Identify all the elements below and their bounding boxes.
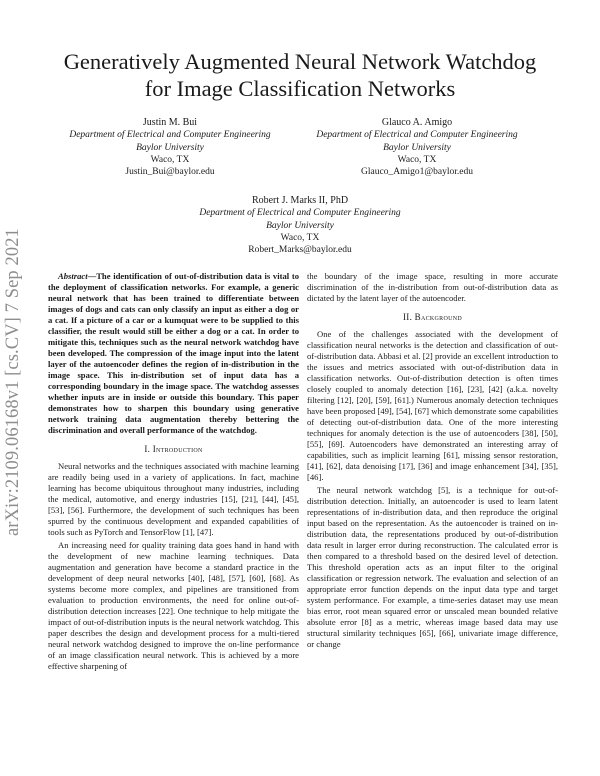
author-location: Waco, TX [150,154,190,165]
background-paragraph-2: The neural network watchdog [5], is a technique for out-of-distribution detection. Initially, an autoencoder is used to learn latent representations of in-distribution data, and then reproduce the original input based on the representation. As the autoencoder is trained on in-distribution data, the representations produced by out-of-distribution data result in larger error during reconstruction. The calculated error is then compared to a threshold based on the desired level of detection. This threshold operation acts as an input filter to the original classification or regression network. The evaluation and selection of an appropriate error function depends on the input data type and target system performance. For example, a time-series dataset may use mean bias error, root mean squared error or unscaled mean bounded relative absolute error [8] as a metric, whereas image based data may use structural similarity techniques [65], [66], univariate image difference, or change [307,485,558,649]
abstract-text: —The identification of out-of-distribution data is vital to the deployment of classification networks. For example, a generic neural network that has been trained to differentiate between images of dogs and cats can only classify an input as either a dog or a cat. If a picture of a car or a kumquat were to be supplied to this classifier, the result would still be either a dog or a cat. In order to mitigate this, techniques such as the neural network watchdog have been developed. The compression of the image input into the latent layer of the autoencoder defines the region of in-distribution in the image space. This in-distribution set of input data has a corresponding boundary in the image space. The watchdog assesses whether inputs are in inside or outside this boundary. This paper demonstrates how to sharpen this boundary using generative network training data augmentation thereby bettering the discrimination and overall performance of the watchdog. [48,271,299,435]
author-email: Justin_Bui@baylor.edu [125,167,215,178]
author-university: Baylor University [266,220,334,231]
author-name: Justin M. Bui [142,117,198,128]
author-block-2 [302,117,532,178]
paper-title [40,48,560,102]
left-column [48,271,299,672]
abstract [48,271,299,436]
author-name: Robert J. Marks II, PhD [251,195,349,206]
title-line-1: Generatively Augmented Neural Network Watchdog [63,49,537,74]
author-block-1 [55,117,285,178]
author-location: Waco, TX [397,154,437,165]
intro-paragraph-2: An increasing need for quality training data goes hand in hand with the development of new machine learning techniques. Data augmentation and generation have become a standard practice in the development of deep neural networks [40], [48], [57], [60], [68]. As systems become more complex, and pipelines are transitioned from evaluation to production environments, the need for online out-of-distribution detection increases [22]. One technique to help mitigate the impact of out-of-distribution inputs is the neural network watchdog. This paper describes the design and development process for a multi-tiered neural network watchdog designed to improve the on-line performance of an image classification neural network. This is achieved by a more effective sharpening of [48,540,299,671]
intro-paragraph-1: Neural networks and the techniques associated with machine learning are readily being used in a variety of applications. In fact, machine learning has become ubiquitous throughout many industries, including the medical, automotive, and energy industries [15], [21], [44], [45], [53], [56]. Furthermore, the development of such techniques has been spurred by the continuous development and expanded capabilities of tools such as PyTorch and TensorFlow [1], [47]. [48,461,299,537]
author-university: Baylor University [136,142,204,153]
author-block-3 [155,195,445,256]
background-paragraph-1: One of the challenges associated with the development of classification neural networks is the detection and classification of out-of-distribution data. Abbasi et al. [2] provide an excellent introduction to the issues and metrics associated with out-of-distribution data in classification networks. Out-of-distribution detection is often times closely coupled to anomaly detection [16], [23], [42] (a.k.a. novelty filtering [12], [20], [59], [61].) Numerous anomaly detection techniques have been proposed [49], [54], [67] which demonstrate some capabilities of detecting out-of-distribution data. One of the more interesting techniques for anomaly detection is the use of autoencoders [38], [50], [55], [69]. Autoencoders have demonstrated an interesting array of capabilities, such as implicit learning [61], missing sensor restoration, [41], [62], data denoising [17], [36] and image enhancement [34], [35], [46]. [307,329,558,482]
author-name: Glauco A. Amigo [381,117,453,128]
author-email: Glauco_Amigo1@baylor.edu [361,167,473,178]
author-department: Department of Electrical and Computer Engineering [316,130,518,141]
arxiv-identifier: arXiv:2109.06168v1 [cs.CV] 7 Sep 2021 [3,228,23,537]
intro-continuation: the boundary of the image space, resulting in more accurate discrimination of the in-distribution from out-of-distribution data as dictated by the latent layer of the autoencoder. [307,271,558,303]
abstract-label: Abstract [58,271,88,281]
author-location: Waco, TX [280,232,320,243]
section-heading-introduction: I. Introduction [144,444,203,454]
title-line-2: for Image Classification Networks [144,76,456,101]
author-university: Baylor University [383,142,451,153]
right-column [307,271,558,650]
author-department: Department of Electrical and Computer Engineering [69,130,271,141]
author-email: Robert_Marks@baylor.edu [248,245,352,256]
author-department: Department of Electrical and Computer Engineering [199,208,401,219]
section-heading-background: II. Background [402,312,463,322]
